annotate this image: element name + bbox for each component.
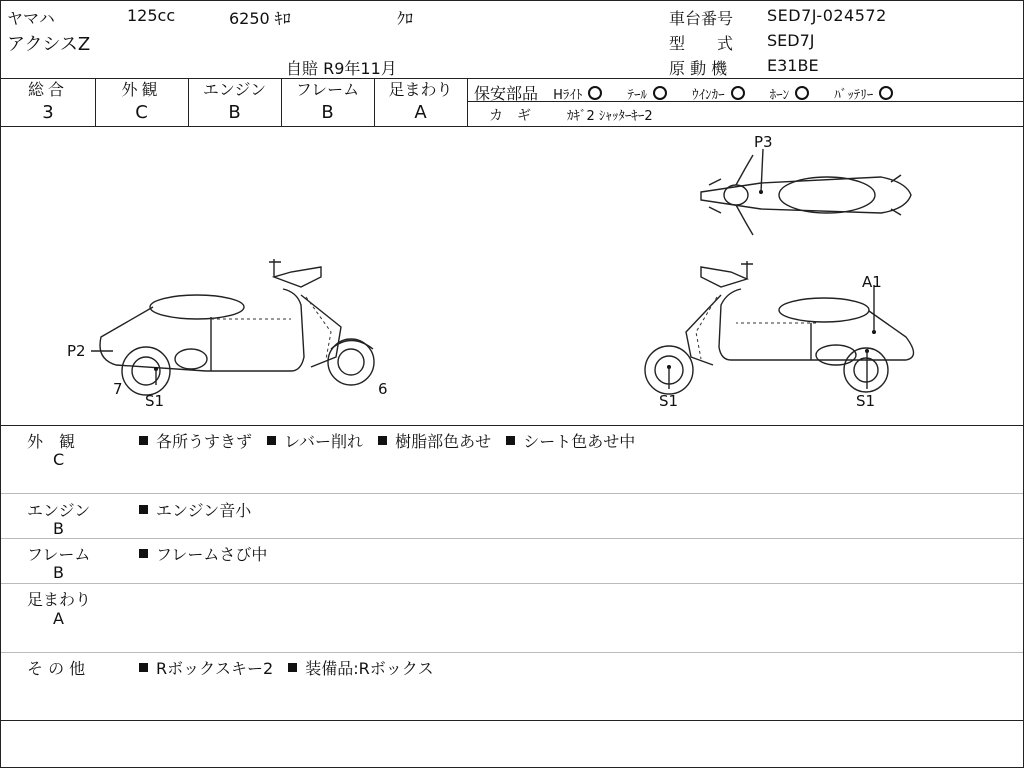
label-6: 6 [378, 380, 388, 398]
label-s1: S1 [145, 392, 165, 410]
safety-item: ﾊﾞｯﾃﾘｰ [834, 88, 893, 103]
key-value: ｶｷﾞ2 ｼｬｯﾀｰｷｰ2 [567, 109, 653, 124]
grade-label: 総合 [27, 80, 68, 99]
section-label: 足まわり [27, 590, 92, 609]
section-notes: 各所うすきず レバー削れ 樹脂部色あせ シート色あせ中 [139, 429, 635, 452]
section-label: エンジン [27, 501, 91, 520]
bullet-square-icon [139, 663, 148, 672]
displacement: 125cc [127, 6, 176, 25]
ok-circle-icon [588, 86, 602, 100]
grade-exterior [95, 79, 188, 127]
label-s1: S1 [856, 392, 876, 410]
grade-label: 外観 [121, 80, 162, 99]
ok-circle-icon [795, 86, 809, 100]
label-p3: P3 [754, 133, 773, 151]
label-a1: A1 [862, 273, 882, 291]
frame-no: SED7J-024572 [767, 6, 887, 25]
scooter-side-left-icon [91, 259, 374, 395]
section-notes: フレームさび中 [139, 542, 267, 565]
label-7: 7 [113, 380, 123, 398]
model-name: アクシスZ [7, 34, 91, 55]
grade-value: A [414, 102, 427, 123]
color: ｸﾛ [397, 9, 414, 28]
grade-value: 3 [42, 102, 54, 123]
grade-value: C [135, 102, 148, 123]
section-grade: B [53, 519, 64, 538]
section-label: 外 観 [27, 432, 76, 451]
grade-engine [188, 79, 281, 127]
grade-value: B [321, 102, 334, 123]
damage-diagram [1, 127, 1023, 425]
grade-value: B [228, 102, 241, 123]
section-notes: エンジン音小 [139, 498, 251, 521]
divider [1, 425, 1023, 426]
section-label: そ の 他 [27, 659, 86, 678]
ok-circle-icon [653, 86, 667, 100]
grade-label: エンジン [202, 80, 267, 99]
label-p2: P2 [67, 342, 86, 360]
maker: ヤマハ [7, 9, 55, 28]
insurance: 自賠 R9年11月 [286, 59, 397, 78]
safety-row [474, 81, 893, 104]
label-s1: S1 [659, 392, 679, 410]
section-grade: C [53, 450, 65, 469]
divider [1, 538, 1023, 539]
bullet-square-icon [288, 663, 297, 672]
grade-suspension [374, 79, 467, 127]
bullet-square-icon [506, 436, 515, 445]
type-value: SED7J [767, 31, 815, 50]
section-grade: B [53, 563, 64, 582]
ok-circle-icon [879, 86, 893, 100]
safety-label: 保安部品 [474, 84, 539, 103]
divider [1, 720, 1023, 721]
safety-item: Hﾗｲﾄ [553, 88, 602, 103]
grade-label: 足まわり [388, 80, 453, 99]
mileage: 6250 ｷﾛ [229, 9, 291, 28]
divider [1, 583, 1023, 584]
ok-circle-icon [731, 86, 745, 100]
bullet-square-icon [139, 505, 148, 514]
safety-item: ﾃｰﾙ [627, 88, 667, 103]
divider [467, 78, 468, 126]
frame-no-label: 車台番号 [669, 9, 734, 28]
section-label: フレーム [27, 545, 91, 564]
scooter-top-view-icon [701, 149, 911, 235]
bullet-square-icon [378, 436, 387, 445]
key-label: カ ギ [489, 108, 531, 124]
bullet-square-icon [139, 436, 148, 445]
divider [1, 652, 1023, 653]
section-notes: Rボックスキー2 装備品:Rボックス [139, 656, 434, 679]
grade-label: フレーム [295, 80, 360, 99]
bullet-square-icon [139, 549, 148, 558]
grade-frame [281, 79, 374, 127]
section-grade: A [53, 609, 64, 628]
engine-value: E31BE [767, 56, 819, 75]
safety-item: ｳｲﾝｶｰ [692, 88, 745, 103]
safety-item: ﾎｰﾝ [770, 88, 810, 103]
divider [1, 493, 1023, 494]
bullet-square-icon [267, 436, 276, 445]
type-label: 型 式 [669, 34, 734, 53]
grade-overall [1, 79, 95, 127]
engine-label: 原 動 機 [669, 59, 728, 78]
